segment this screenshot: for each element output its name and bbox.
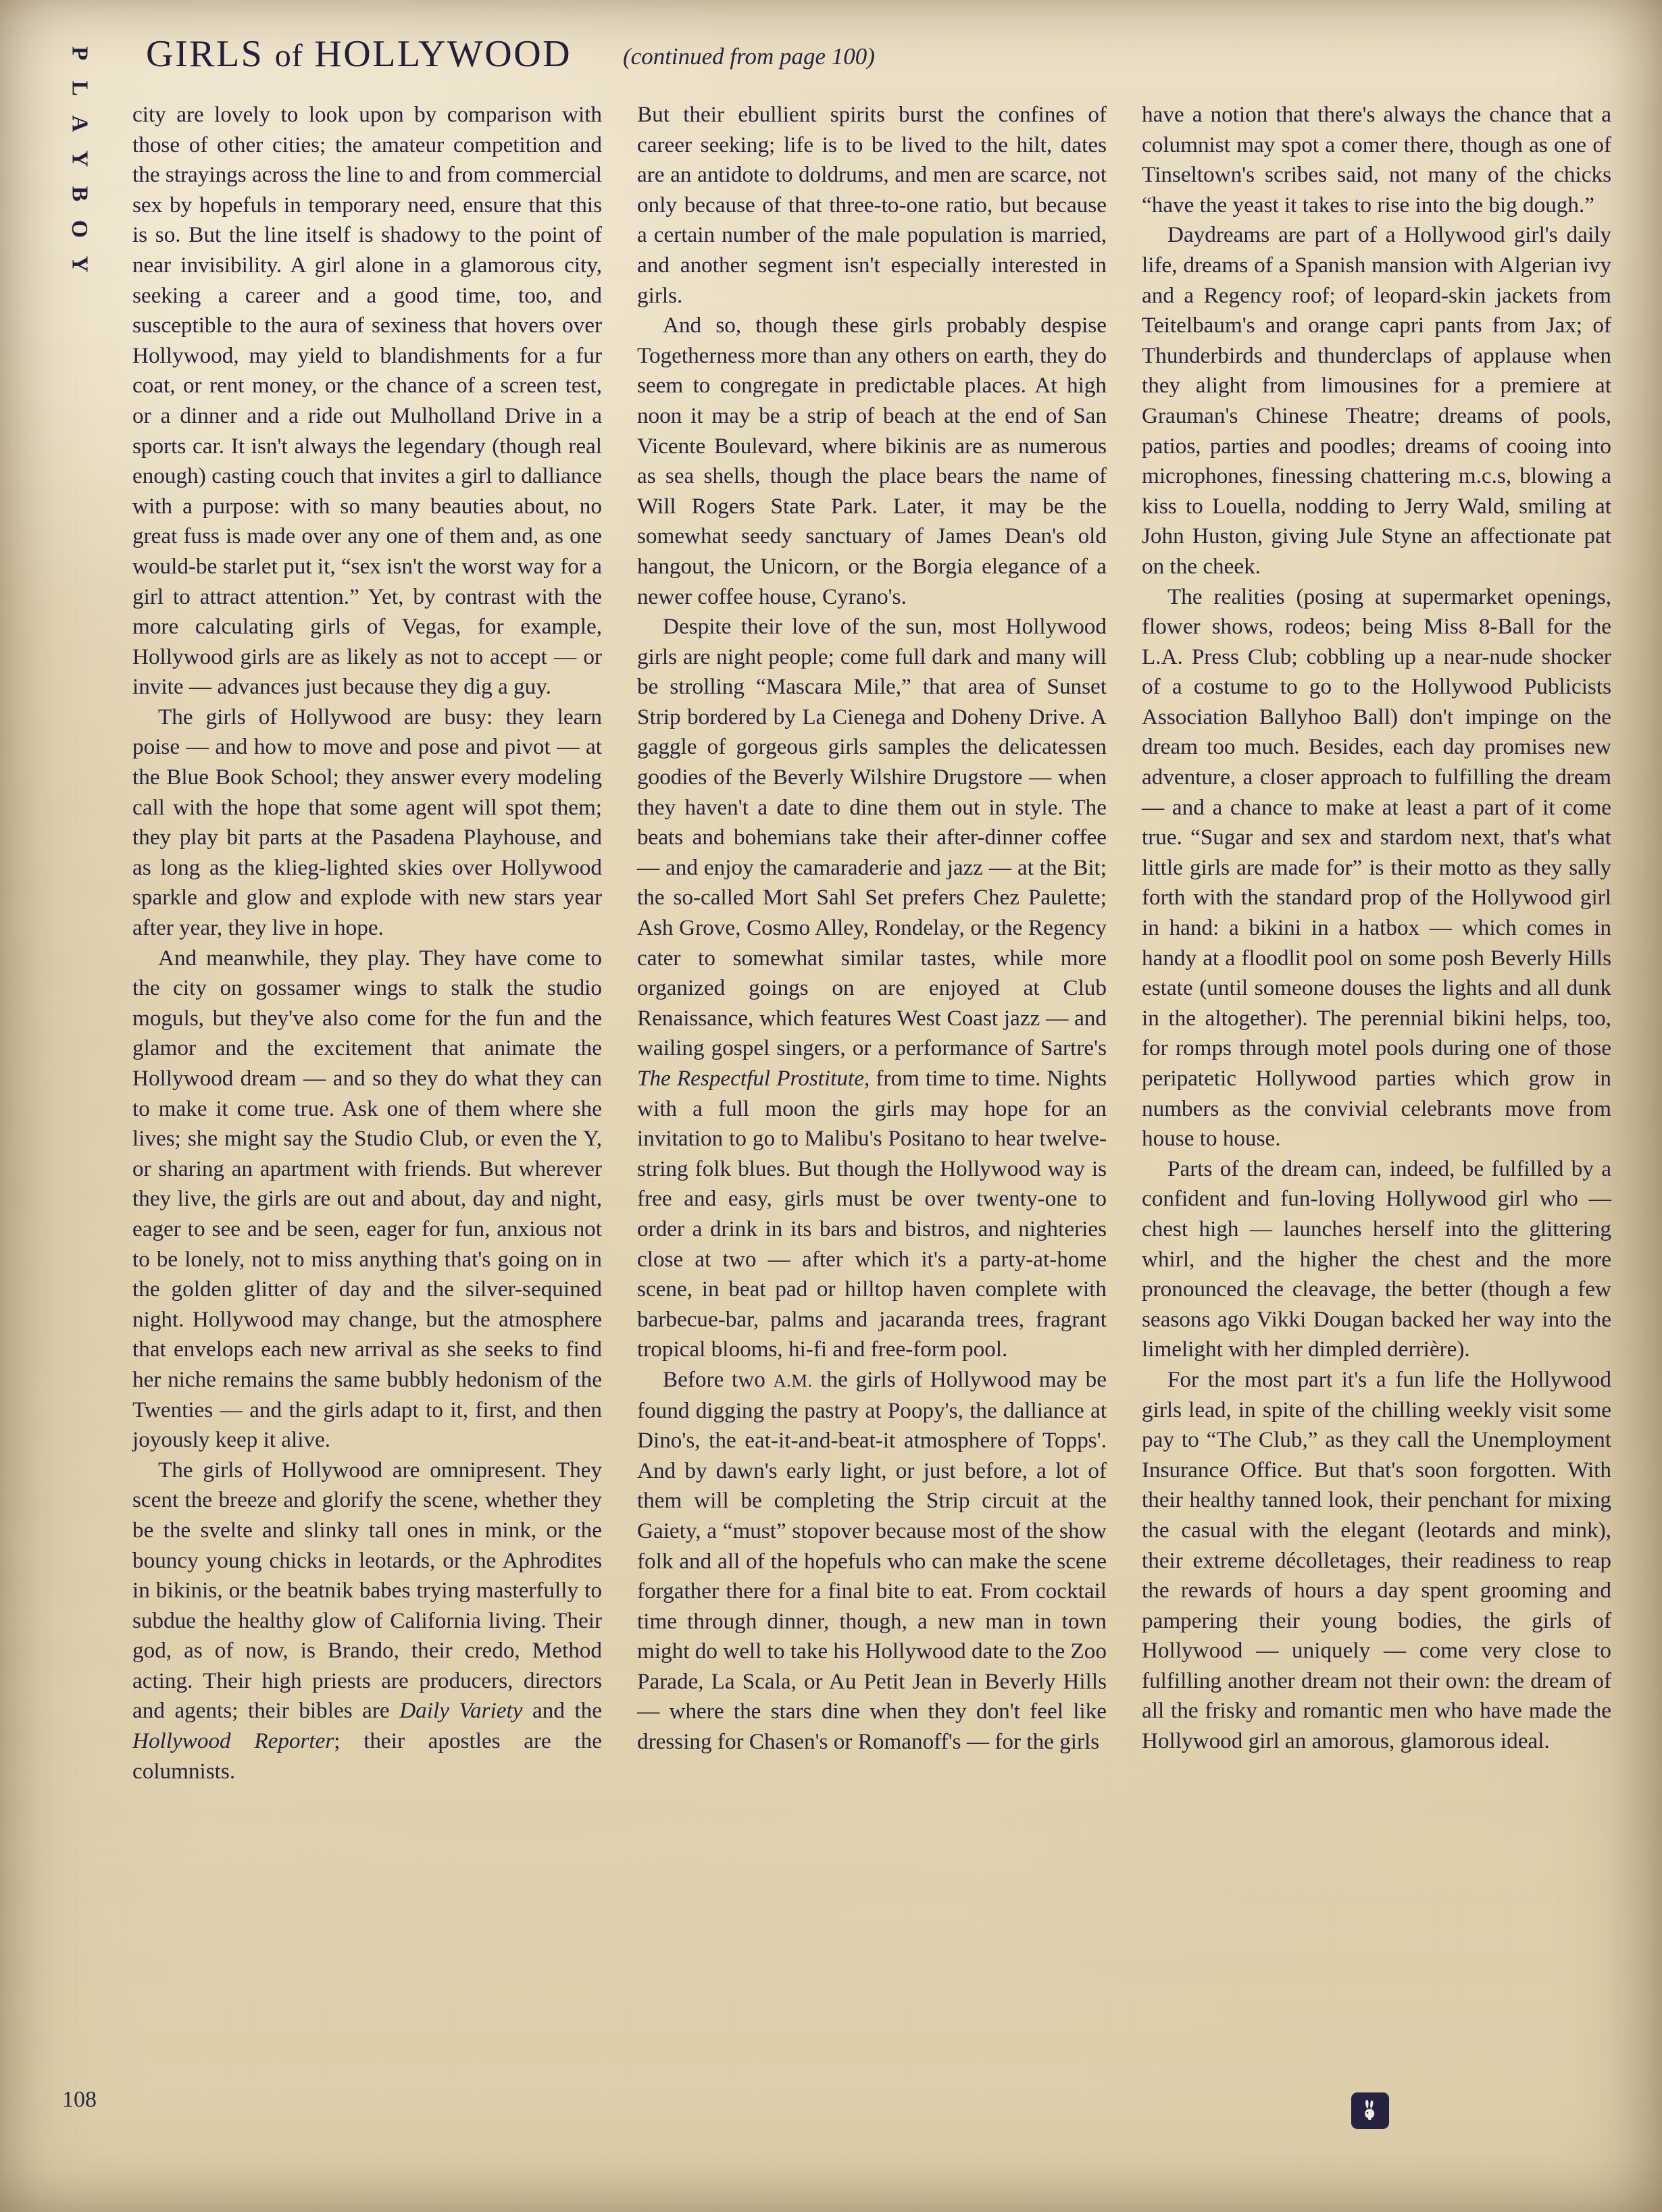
paragraph: And so, though these girls probably despise Togetherness more than any others on earth, they do seem to congregate in predictable places. At high noon it may be a strip of beach at the end of San Vicente Boulevard, where bikinis are as numerous as sea shells, though the place bears the name of Will Rogers State Park. Later, it may be the somewhat seedy sanctuary of James Dean's old hangout, the Unicorn, or the Borgia elegance of a newer coffee house, Cyrano's. <box>637 313 1107 609</box>
page-number: 108 <box>62 2087 97 2112</box>
publication-title-daily-variety: Daily Variety <box>399 1698 523 1724</box>
text-column-3 <box>1142 100 1611 2113</box>
spine-letter: Y <box>67 255 92 273</box>
paragraph-lead: Before two <box>663 1366 774 1392</box>
paragraph: And meanwhile, they play. They have come to the city on gossamer wings to stalk the studio moguls, but they've also come for the fun and the glamor and the excitement that animate the Hollywood dream — and so they do what they can to make it come true. Ask one of them where she lives; she might say the Studio Club, or even the Y, or sharing an apartment with friends. But wherever they live, the girls are out and about, day and night, eager to see and be seen, eager for fun, anxious not to be lonely, not to miss anything that's going on in the golden glitter of day and the silver-sequined night. Hollywood may change, but the atmosphere that envelops each new arrival as she seeks to find her niche remains the same bubbly hedonism of the Twenties — and the girls adapt to it, first, and then joyously keep it alive. <box>132 945 602 1453</box>
paragraph-tail: , from time to time. Nights with a full moon the girls may hope for an invitation to go to Malibu's Positano to hear twelve-string folk blues. But though the Hollywood way is free and easy, girls must be over twenty-one to order a drink in its bars and bistros, and nighteries close at two — after which it's a party-at-home scene, in beat pad or hilltop haven complete with barbecue-bar, palms and jacaranda trees, fragrant tropical blooms, hi-fi and free-form pool. <box>637 1066 1107 1362</box>
paragraph: For the most part it's a fun life the Hollywood girls lead, in spite of the chilling weekly visit some pay to “The Club,” as they call the Unemployment Insurance Office. But that's soon forgotten. With their healthy tanned look, their penchant for mixing the casual with the elegant (leotards and mink), their extreme décolletages, their readiness to reap the rewards of hours a day spent grooming and pampering their young bodies, the girls of Hollywood — uniquely — come very close to fulfilling another dream not their own: the dream of all the frisky and romantic men who have made the Hollywood girl an amorous, glamorous ideal. <box>1142 1366 1611 1754</box>
title-word-hollywood: HOLLYWOOD <box>314 33 572 75</box>
spine-letter: B <box>67 186 92 202</box>
spine-letter: P <box>67 46 92 61</box>
paragraph: have a notion that there's always the chance that a columnist may spot a comer there, though as one of Tinseltown's scribes said, not many of the chicks “have the yeast it takes to rise into the big dough.” <box>1142 102 1611 217</box>
paragraph: The girls of Hollywood are busy: they learn poise — and how to move and pose and pivot — at the Blue Book School; they answer every modeling call with the hope that some agent will spot them; they play bit parts at the Pasadena Playhouse, and as long as the klieg-lighted skies over Hollywood sparkle and glow and explode with new stars year after year, they live in hope. <box>132 704 602 941</box>
title-word-of: of <box>274 38 303 74</box>
continued-from-note: (continued from page 100) <box>623 43 875 70</box>
paragraph-lead: The girls of Hollywood are omnipresent. They scent the breeze and glorify the scene, whether they be the svelte and slinky tall ones in mink, or the bouncy young chicks in leotards, or the Aphrodites in bikinis, or the beatnik babes trying masterfully to subdue the healthy glow of California living. Their god, as of now, is Brando, their credo, Method acting. Their high priests are producers, directors and agents; their bibles are <box>132 1457 602 1724</box>
paragraph-with-italic-titles <box>132 1456 602 1787</box>
play-title-respectful-prostitute: The Respectful Prostitute <box>637 1066 864 1091</box>
playboy-bunny-icon <box>1351 2092 1389 2129</box>
paragraph-tail: ; their apostles are the columnists. <box>132 1728 602 1784</box>
text-column-1 <box>132 100 602 2113</box>
time-abbreviation-am: A.M. <box>773 1370 813 1391</box>
playboy-spine-label <box>58 42 100 276</box>
paragraph: Daydreams are part of a Hollywood girl's daily life, dreams of a Spanish mansion with Algerian ivy and a Regency roof; of leopard-skin jackets from Teitelbaum's and orange capri pants from Jax; of Thunderbirds and thunderclaps of applause when they alight from limousines for a premiere at Grauman's Chinese Theatre; dreams of pools, patios, parties and poodles; dreams of cooing into microphones, finessing chattering m.c.s, blowing a kiss to Louella, nodding to Jerry Wald, smiling at John Huston, giving Jule Styne an affectionate pat on the cheek. <box>1142 222 1611 579</box>
spine-letter: Y <box>67 150 92 168</box>
spine-letter: L <box>67 80 92 97</box>
text-column-2 <box>637 100 1107 2113</box>
paragraph: But their ebullient spirits burst the confines of career seeking; life is to be lived to the hilt, dates are an antidote to doldrums, and men are scarce, not only because of that three-to-one ratio, but because a certain number of the male population is married, and another segment isn't especially interested in girls. <box>637 102 1107 308</box>
paragraph-tail: the girls of Hollywood may be found digging the pastry at Poopy's, the dalliance at Dino's, the eat-it-and-beat-it atmosphere of Topps'. And by dawn's early light, or just before, a lot of them will be completing the Strip circuit at the Gaiety, a “must” stopover because most of the show folk and all of the hopefuls who can make the scene forgather there for a final bite to eat. From cocktail time through dinner, though, a new man in town might do well to take his Hollywood date to the Zoo Parade, La Scala, or Au Petit Jean in Beverly Hills — where the stars dine when they don't feel like dressing for Chasen's or Romanoff's — for the girls <box>637 1366 1107 1755</box>
paragraph-lead: Despite their love of the sun, most Hollywood girls are night people; come full dark and many will be strolling “Mascara Mile,” that area of Sunset Strip bordered by La Cienega and Doheny Drive. A gaggle of gorgeous girls samples the delicatessen goodies of the Beverly Wilshire Drugstore — when they haven't a date to dine them out in style. The beats and bohemians take their after-dinner coffee — and enjoy the camaraderie and jazz — at the Bit; the so-called Mort Sahl Set prefers Chez Paulette; Ash Grove, Cosmo Alley, Rondelay, or the Regency cater to somewhat similar tastes, while more organized goings on are enjoyed at Club Renaissance, which features West Coast jazz — and wailing gospel singers, or a performance of Sartre's <box>637 614 1107 1061</box>
publication-title-hollywood-reporter: Hollywood Reporter <box>132 1728 334 1754</box>
article-header <box>146 35 1581 89</box>
paragraph-with-smallcaps <box>637 1365 1107 1757</box>
spine-letter: O <box>66 220 92 238</box>
title-word-girls: GIRLS <box>146 33 264 75</box>
paragraph-mid: and the <box>522 1698 602 1724</box>
paragraph: city are lovely to look upon by comparison with those of other cities; the amateur competition and the strayings across the line to and from commercial sex by hopefuls in temporary need, ensure that this is so. But the line itself is shadowy to the point of near invisibility. A girl alone in a glamorous city, seeking a career and a good time, too, and susceptible to the aura of sexiness that hovers over Hollywood, may yield to blandishments for a fur coat, or rent money, or the chance of a screen test, or a dinner and a ride out Mulholland Drive in a sports car. It isn't always the legendary (though real enough) casting couch that invites a girl to dalliance with a purpose: with so many beauties about, no great fuss is made over any one of them and, as one would-be starlet put it, “sex isn't the worst way for a girl to attract attention.” Yet, by contrast with the more calculating girls of Vegas, for example, Hollywood girls are as likely as not to accept — or invite — advances just because they dig a guy. <box>132 102 602 700</box>
paragraph-with-italic-title <box>637 612 1107 1365</box>
paragraph: The realities (posing at supermarket openings, flower shows, rodeos; being Miss 8-Ball for the L.A. Press Club; cobbling up a near-nude shocker of a costume to go to the Hollywood Publicists Association Ballyhoo Ball) don't impinge on the dream too much. Besides, each day promises new adventure, a closer approach to fulfilling the dream — and a chance to make at least a part of it come true. “Sugar and sex and stardom next, that's what little girls are made for” is their motto as they sally forth with the standard prop of the Hollywood girl in hand: a bikini in a hatbox — which comes in handy at a floodlit pool on some posh Beverly Hills estate (until someone douses the lights and all dunk in the altogether). The perennial bikini helps, too, for romps through motel pools during one of those peripatetic Hollywood parties which grow in numbers as the convivial celebrants move from house to house. <box>1142 584 1611 1152</box>
page-title <box>146 35 572 73</box>
article-body-columns <box>132 100 1612 2113</box>
spine-letter: A <box>67 115 92 132</box>
paragraph: Parts of the dream can, indeed, be fulfilled by a confident and fun-loving Hollywood girl who — chest high — launches herself into the glittering whirl, and the higher the chest and the more pronounced the cleavage, the better (though a few seasons ago Vikki Dougan backed her way into the limelight with her dimpled derrière). <box>1142 1156 1611 1362</box>
